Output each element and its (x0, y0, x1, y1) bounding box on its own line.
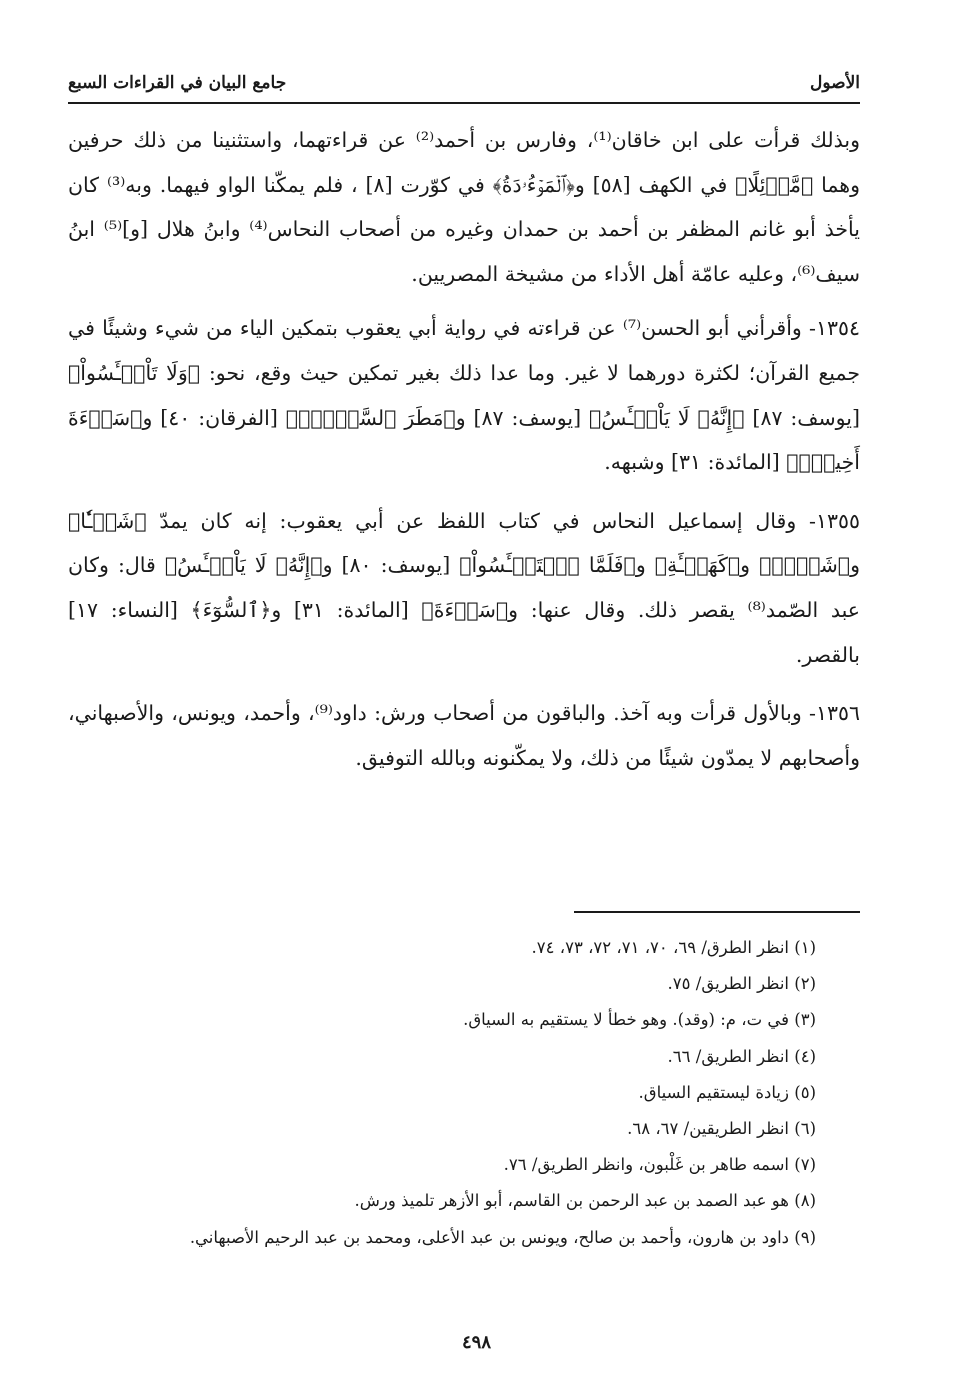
running-header (68, 66, 860, 100)
main-text (68, 118, 860, 794)
footnote-4: (٤) انظر الطريق/ ٦٦. (667, 1046, 816, 1066)
footnote-7: (٧) اسمه طاهر بن غَلْبون، وانظر الطريق/ ٧٦. (503, 1155, 816, 1175)
footnotes (68, 930, 816, 1256)
footnote-5: (٥) زيادة ليستقيم السياق. (638, 1082, 816, 1102)
paragraph-1354: ١٣٥٤- وأقرأني أبو الحسن⁽⁷⁾ عن قراءته في رواية أبي يعقوب بتمكين الياء من شيء وشيئًا في جميع القرآن؛ لكثرة دورهما لا غير. وما عدا ذلك بغير تمكين حيث وقع، نحو: ﴿وَلَا تَاْيۡـَٔسُواْ﴾ [يوسف: ٨٧] ﴿إِنَّهُۥ لَا يَاْيۡـَٔسُ﴾ [يوسف: ٨٧] و﴿مَطَرَ ٱلسَّوۡءِۚ﴾ [الفرقان: ٤٠] و﴿سَوۡءَةَ أَخِيهِۚ﴾ [المائدة: ٣١] وشبهه. (68, 316, 860, 475)
footnote-divider (574, 911, 860, 913)
footnote-6: (٦) انظر الطريقين/ ٦٧، ٦٨. (627, 1119, 816, 1139)
footnote-9: (٩) داود بن هارون، وأحمد بن صالح، ويونس بن عبد الأعلى، ومحمد بن عبد الرحيم الأصبهاني. (189, 1227, 816, 1247)
paragraph-1355: ١٣٥٥- وقال إسماعيل النحاس في كتاب اللفظ عن أبي يعقوب: إنه كان يمدّ ﴿شَيۡـٔٗا﴾ و﴿شَيۡءٖ﴾ و﴿كَهَيۡـَٔةِ﴾ و﴿فَلَمَّا ٱسۡتَيۡـَٔسُواْ﴾ [يوسف: ٨٠] و﴿إِنَّهُۥ لَا يَاْيۡـَٔسُ﴾ قال: وكان عبد الصّمد⁽⁸⁾ يقصر ذلك. وقال عنها: و﴿سَوۡءَةَ﴾ [المائدة: ٣١] و﴿ٱلسُّوٓءَ﴾ [النساء: ١٧] بالقصر. (68, 508, 860, 667)
footnote-2: (٢) انظر الطريق/ ٧٥. (667, 974, 816, 994)
section-title: الأصول (810, 73, 860, 93)
footnote-3: (٣) في ت، م: (وقد). وهو خطأ لا يستقيم به السياق. (463, 1010, 816, 1030)
page-number: ٤٩٨ (461, 1332, 491, 1353)
book-title: جامع البيان في القراءات السبع (68, 73, 287, 93)
header-divider (68, 102, 860, 104)
footnote-1: (١) انظر الطرق/ ٦٩، ٧٠، ٧١، ٧٢، ٧٣، ٧٤. (531, 938, 816, 957)
paragraph: وبذلك قرأت على ابن خاقان⁽¹⁾، وفارس بن أحمد⁽²⁾ عن قراءتهما، واستثنينا من ذلك حرفين وهما ﴿مَّوۡئِلًا﴾ في الكهف [٥٨] و﴿ٱلۡمَوۡءُۥدَةُ﴾ في كوّرت [٨] ، فلم يمكّنا الواو فيهما. وبه⁽³⁾ كان يأخذ أبو غانم المظفر بن أحمد بن حمدان وغيره من أصحاب النحاس⁽⁴⁾ وابنُ هلال [و]⁽⁵⁾ ابنُ سيف⁽⁶⁾، وعليه عامّة أهل الأداء من مشيخة المصريين. (68, 128, 861, 286)
footnote-8: (٨) هو عبد الصمد بن عبد الرحمن بن القاسم، أبو الأزهر تلميذ ورش. (354, 1191, 816, 1211)
paragraph-1356: ١٣٥٦- وبالأول قرأت وبه آخذ. والباقون من أصحاب ورش: داود⁽⁹⁾، وأحمد، ويونس، والأصبهاني، وأصحابهم لا يمدّون شيئًا من ذلك، ولا يمكّنونه وبالله التوفيق. (68, 701, 860, 770)
